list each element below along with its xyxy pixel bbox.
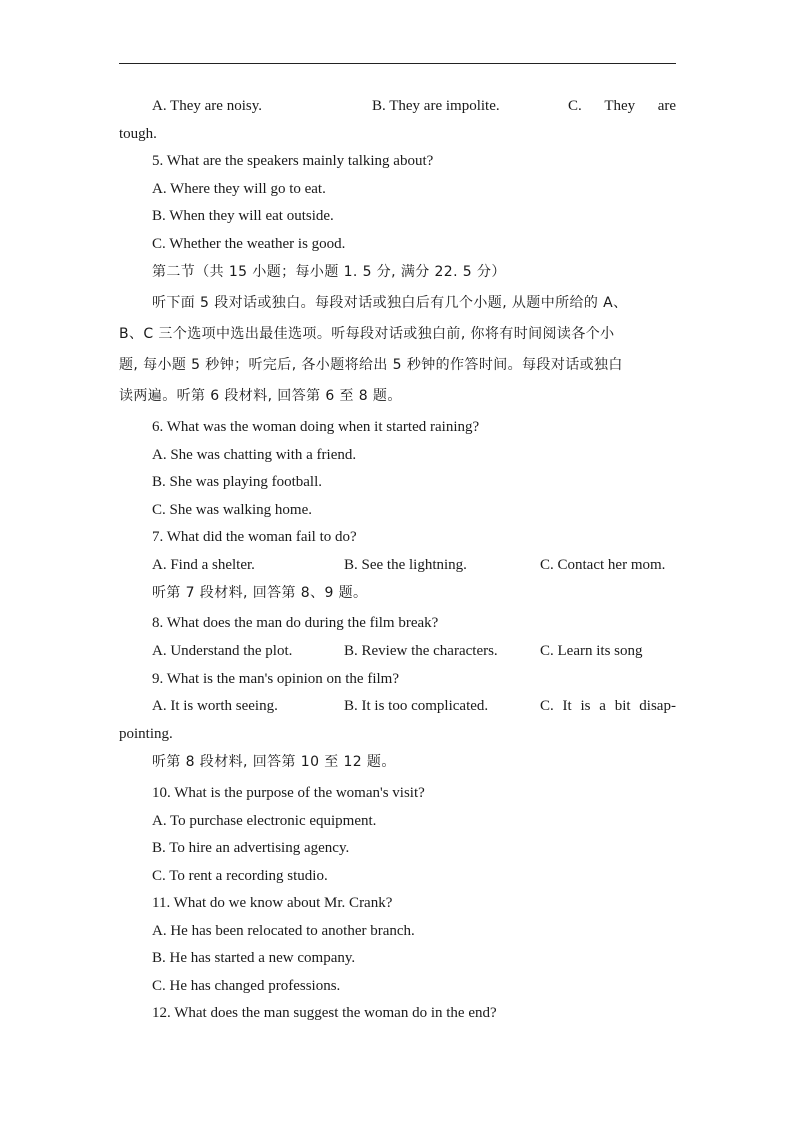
section2-heading: 第二节（共 15 小题；每小题 1. 5 分, 满分 22. 5 分）: [152, 264, 506, 280]
q7-option-c: C. Contact her mom.: [540, 557, 666, 573]
q9-option-c-word: is: [580, 698, 591, 714]
q4-option-c-word: C.: [568, 98, 582, 114]
q9-option-c-word: It: [562, 698, 572, 714]
q6-option-b: B. She was playing football.: [152, 474, 322, 490]
q4-option-c: [568, 92, 676, 120]
q10-question: 10. What is the purpose of the woman's visit?: [152, 785, 425, 801]
q7-option-b: B. See the lightning.: [344, 557, 467, 573]
q7-option-a: A. Find a shelter.: [152, 557, 255, 573]
q4-option-a: A. They are noisy.: [152, 98, 262, 114]
q9-option-c-wrap: pointing.: [119, 726, 173, 742]
q4-option-c-wrap: tough.: [119, 126, 157, 142]
q12-question: 12. What does the man suggest the woman do in the end?: [152, 1005, 497, 1021]
q5-option-b: B. When they will eat outside.: [152, 208, 334, 224]
q6-option-c: C. She was walking home.: [152, 502, 312, 518]
q5-option-c: C. Whether the weather is good.: [152, 236, 346, 252]
section2-instructions-line: 读两遍。听第 6 段材料, 回答第 6 至 8 题。: [119, 388, 402, 404]
q7-question: 7. What did the woman fail to do?: [152, 529, 357, 545]
q8-option-a: A. Understand the plot.: [152, 643, 293, 659]
section2-instructions-line: 听下面 5 段对话或独白。每段对话或独白后有几个小题, 从题中所给的 A、: [152, 295, 628, 311]
q9-option-a: A. It is worth seeing.: [152, 698, 278, 714]
section2-instructions-line: 题, 每小题 5 秒钟；听完后, 各小题将给出 5 秒钟的作答时间。每段对话或独白: [119, 357, 623, 373]
q8-option-c: C. Learn its song: [540, 643, 643, 659]
q6-option-a: A. She was chatting with a friend.: [152, 447, 357, 463]
q8-question: 8. What does the man do during the film break?: [152, 615, 439, 631]
q4-option-c-word: are: [657, 98, 676, 114]
header-rule: [119, 63, 676, 64]
q8-option-b: B. Review the characters.: [344, 643, 498, 659]
q9-option-c-word: a: [599, 698, 606, 714]
q4-option-b: B. They are impolite.: [372, 98, 500, 114]
q4-option-c-word: They: [604, 98, 636, 114]
material8-instruction: 听第 8 段材料, 回答第 10 至 12 题。: [152, 754, 396, 770]
q10-option-a: A. To purchase electronic equipment.: [152, 813, 377, 829]
q6-question: 6. What was the woman doing when it started raining?: [152, 419, 480, 435]
q9-question: 9. What is the man's opinion on the film?: [152, 671, 399, 687]
q10-option-b: B. To hire an advertising agency.: [152, 840, 350, 856]
q11-option-c: C. He has changed professions.: [152, 978, 341, 994]
q10-option-c: C. To rent a recording studio.: [152, 868, 328, 884]
section2-instructions-line: B、C 三个选项中选出最佳选项。听每段对话或独白前, 你将有时间阅读各个小: [119, 326, 615, 342]
q11-option-b: B. He has started a new company.: [152, 950, 356, 966]
q9-option-c-word: C.: [540, 698, 554, 714]
q9-option-c-word: bit: [614, 698, 631, 714]
q9-option-c: [540, 692, 676, 720]
q9-option-c-word: disap-: [639, 698, 676, 714]
q9-option-b: B. It is too complicated.: [344, 698, 489, 714]
q5-question: 5. What are the speakers mainly talking about?: [152, 153, 434, 169]
material7-instruction: 听第 7 段材料, 回答第 8、9 题。: [152, 585, 368, 601]
q11-question: 11. What do we know about Mr. Crank?: [152, 895, 393, 911]
q5-option-a: A. Where they will go to eat.: [152, 181, 326, 197]
q11-option-a: A. He has been relocated to another branch.: [152, 923, 415, 939]
